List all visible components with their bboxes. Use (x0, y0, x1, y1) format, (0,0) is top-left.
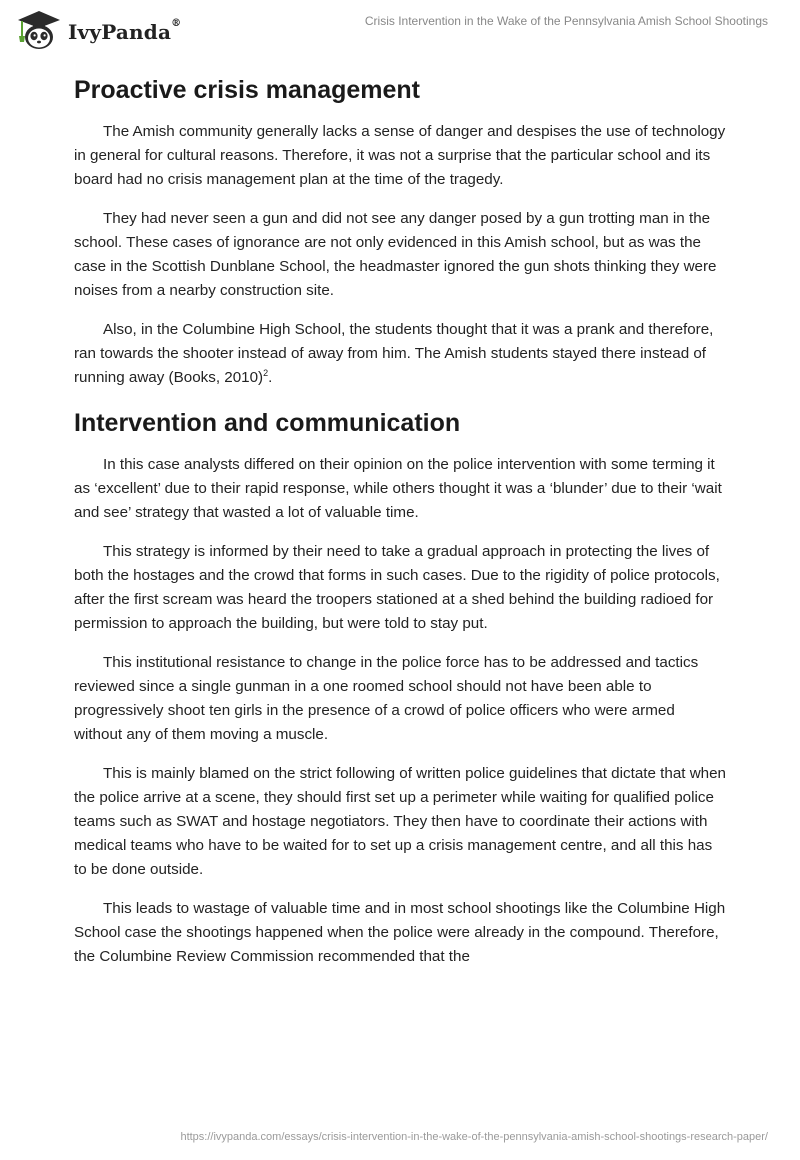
section-heading: Proactive crisis management (74, 76, 420, 104)
brand-name (68, 20, 181, 44)
brand-text: IvyPanda (68, 20, 172, 44)
section-heading: Intervention and communication (74, 409, 461, 437)
paragraph: This is mainly blamed on the strict following of written police guidelines that dictate that when the police arrive at a scene, they should first set up a perimeter while waiting for qualified police teams such as SWAT and hostage negotiators. They then have to coordinate their actions with medical teams who have to be waited for to set up a crisis management centre, and all this has to be done outside. (74, 765, 727, 878)
paragraph-end: . (268, 369, 273, 386)
page-header (0, 0, 800, 60)
paragraph: In this case analysts differed on their opinion on the police intervention with some terming it as ‘excellent’ due to their rapid response, while others thought it was a ‘blunder’ due to their ‘wait and see’ strategy that wasted a lot of valuable time. (74, 456, 722, 521)
paragraph-with-footnote (74, 318, 726, 390)
footnote-marker[interactable]: 2 (263, 367, 269, 378)
paragraph: They had never seen a gun and did not see any danger posed by a gun trotting man in the school. These cases of ignorance are not only evidenced in this Amish school, but as was the case in the Scottish Dunblane School, the headmaster ignored the gun shots thinking they were noises from a nearby construction site. (74, 210, 717, 299)
paragraph: The Amish community generally lacks a sense of danger and despises the use of technology in general for cultural reasons. Therefore, it was not a surprise that the particular school and its board had no crisis management plan at the time of the tragedy. (74, 123, 726, 188)
paragraph: This leads to wastage of valuable time and in most school shootings like the Columbine High School case the shootings happened when the police were already in the compound. Therefore, the Columbine Review Commission recommended that the (74, 900, 726, 965)
document-title: Crisis Intervention in the Wake of the Pennsylvania Amish School Shootings (364, 14, 768, 28)
paragraph-text: Also, in the Columbine High School, the students thought that it was a prank and therefore, ran towards the shooter instead of away from him. The Amish students stayed there instead of running away (Books, 2010) (74, 321, 714, 386)
article-body (74, 70, 726, 984)
source-url[interactable]: https://ivypanda.com/essays/crisis-intervention-in-the-wake-of-the-pennsylvania-amish-school-shootings-research-paper/ (180, 1131, 768, 1143)
paragraph: This strategy is informed by their need to take a gradual approach in protecting the lives of both the hostages and the crowd that forms in such cases. Due to the rigidity of police protocols, after the first scream was heard the troopers stationed at a shed behind the building radioed for permission to approach the building, but were told to stay put. (74, 543, 720, 632)
paragraph: This institutional resistance to change in the police force has to be addressed and tactics reviewed since a single gunman in a one roomed school should not have been able to progressively shoot ten girls in the presence of a crowd of police officers who were armed without any of them moving a muscle. (74, 654, 699, 743)
brand-logo[interactable] (14, 8, 181, 52)
registered-mark: ® (171, 18, 182, 29)
graduation-panda-icon (14, 8, 64, 52)
